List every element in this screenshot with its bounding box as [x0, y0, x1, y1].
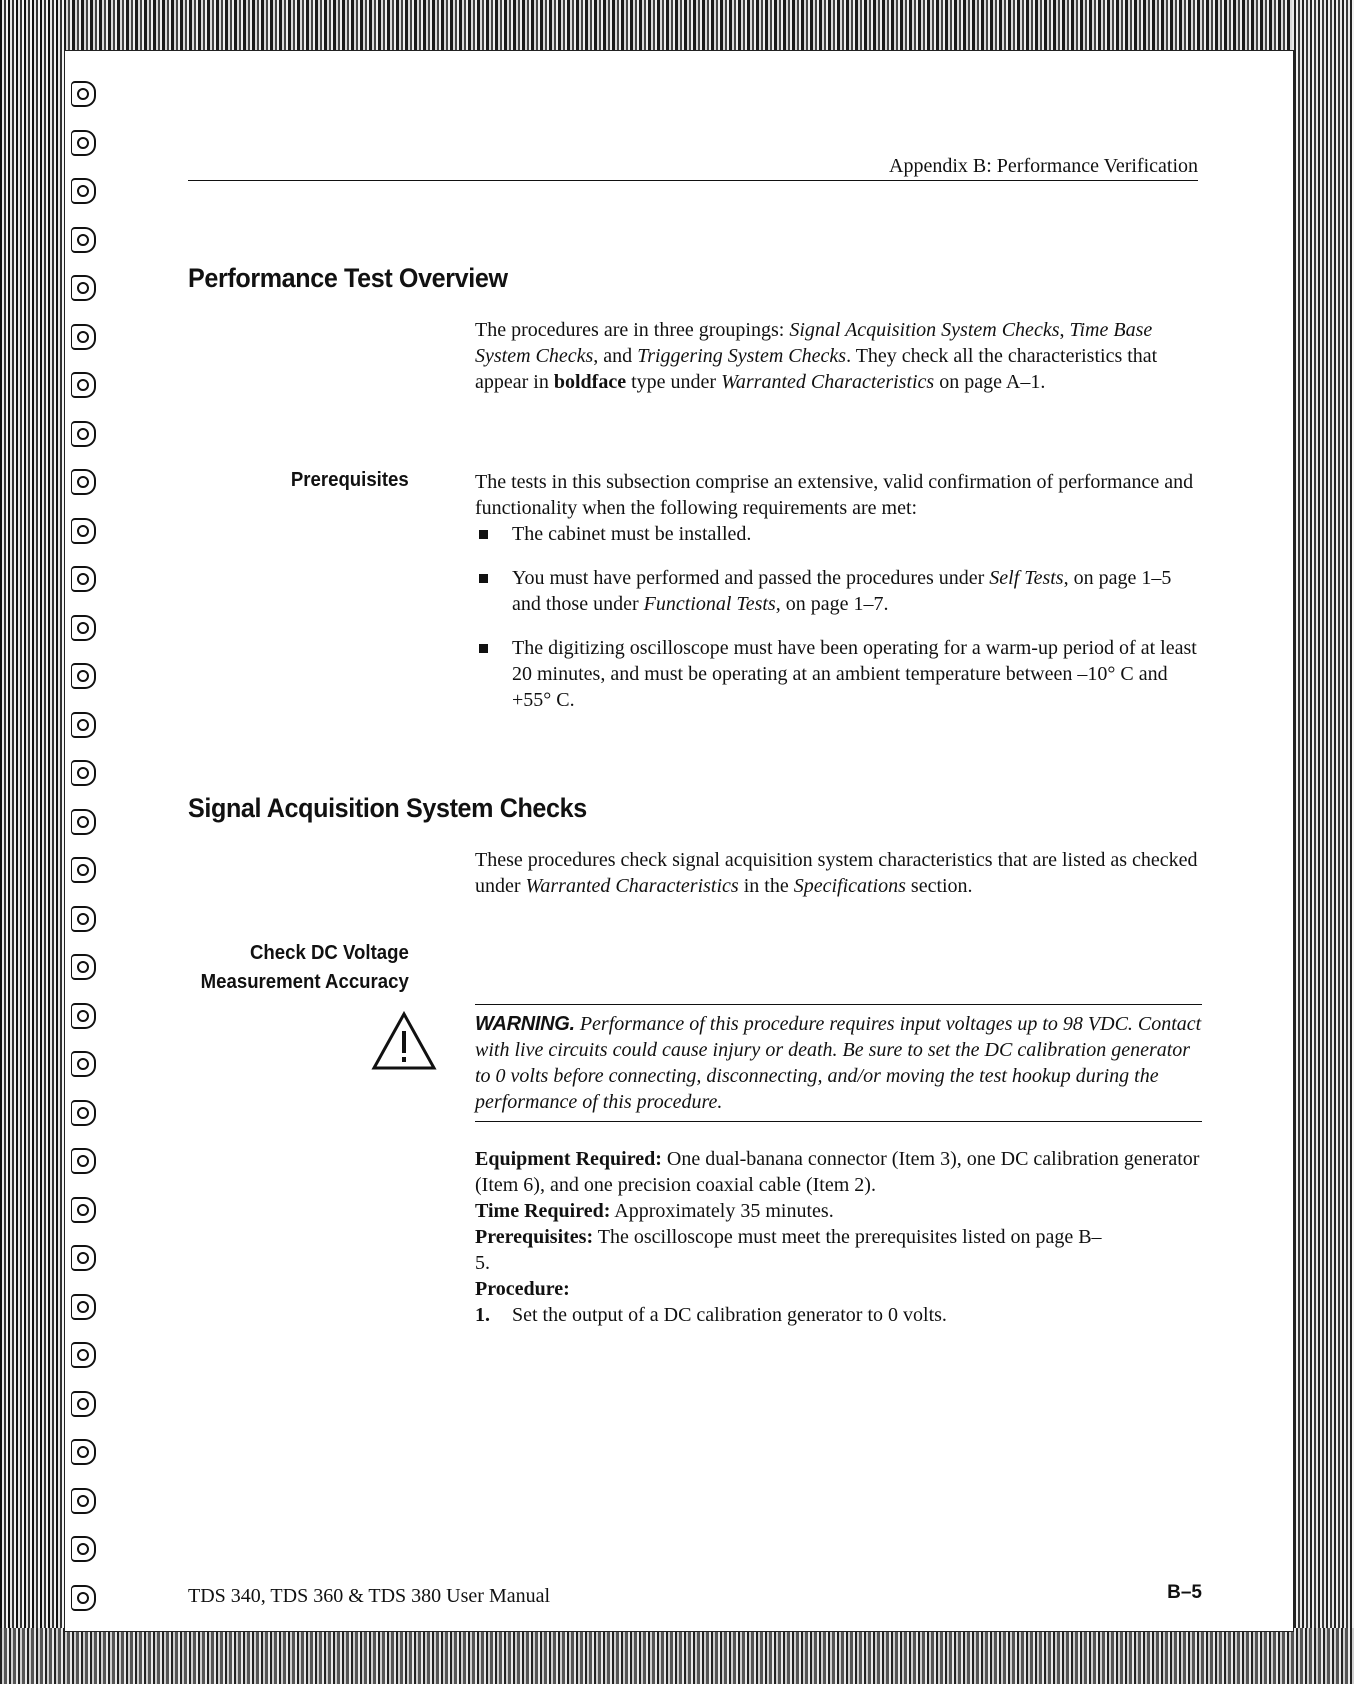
dc-check-label-line1: Check DC Voltage [250, 942, 409, 964]
binding-ring [71, 130, 96, 156]
binding-ring [71, 566, 96, 592]
binding-ring [71, 1100, 96, 1126]
signal-intro-text-run: section. [905, 875, 973, 897]
step-number: 1. [475, 1304, 490, 1326]
binding-ring [71, 1051, 96, 1077]
equipment-text: One dual-banana connector (Item 3), one DC calibration generator (Item 6), and one precision coaxial cable (Item 2). [475, 1148, 1200, 1196]
signal-intro [475, 847, 1202, 899]
prerequisite-item [475, 565, 1202, 617]
overview-intro-text-run: boldface [553, 371, 627, 393]
prerequisite-item [475, 521, 1202, 547]
dc-prerequisites [475, 1224, 1115, 1276]
equipment-required [475, 1146, 1202, 1198]
overview-intro-text-run: on page A–1. [934, 371, 1046, 393]
prerequisites-list [475, 521, 1202, 713]
binding-ring [71, 1342, 96, 1368]
binding-ring [71, 663, 96, 689]
binding-ring [71, 954, 96, 980]
binding-ring [71, 1197, 96, 1223]
overview-intro-text-run: . They check all the characteristics that appear in [475, 345, 1158, 393]
signal-intro-text-run: Specifications [793, 875, 906, 897]
overview-intro-text-run: The procedures are in three groupings: [475, 319, 790, 341]
dc-prereq-label: Prerequisites: [475, 1226, 594, 1248]
warning-box [475, 1004, 1202, 1122]
spiral-binding [65, 71, 99, 1611]
overview-heading: Performance Test Overview [188, 263, 508, 293]
document-page [64, 50, 1294, 1632]
overview-intro-text-run: type under [626, 371, 722, 393]
binding-ring [71, 421, 96, 447]
scan-border-left [0, 0, 64, 1684]
binding-ring [71, 1391, 96, 1417]
binding-ring [71, 518, 96, 544]
prerequisites-label: Prerequisites [291, 469, 409, 491]
dc-check-label [201, 939, 409, 997]
binding-ring [71, 1148, 96, 1174]
overview-intro-text-run: Time Base System Checks [475, 319, 1153, 367]
overview-intro-text [475, 317, 1202, 395]
binding-ring [71, 1003, 96, 1029]
prerequisite-item-run: , on page 1–7. [775, 593, 889, 615]
procedure-step [475, 1302, 1202, 1328]
dc-prereq-text: The oscilloscope must meet the prerequisites listed on page B–5. [475, 1226, 1102, 1274]
prerequisite-item-run: , on page 1–5 and those under [512, 567, 1172, 615]
overview-intro-text-run: Warranted Characteristics [721, 371, 935, 393]
binding-ring [71, 1585, 96, 1611]
prerequisite-item-run: Functional Tests [643, 593, 776, 615]
step-text: Set the output of a DC calibration generator to 0 volts. [512, 1304, 947, 1326]
binding-ring [71, 372, 96, 398]
overview-intro-text-run: Signal Acquisition System Checks [789, 319, 1060, 341]
warning-label: WARNING. [475, 1013, 575, 1035]
binding-ring [71, 906, 96, 932]
footer-page-number: B–5 [1167, 1582, 1202, 1603]
binding-ring [71, 1536, 96, 1562]
prerequisite-item-run: Self Tests [989, 567, 1064, 589]
binding-ring [71, 809, 96, 835]
prerequisites-body [475, 469, 1202, 731]
time-required [475, 1198, 1202, 1224]
footer-manual-title: TDS 340, TDS 360 & TDS 380 User Manual [188, 1585, 551, 1607]
time-label: Time Required: [475, 1200, 611, 1222]
binding-ring [71, 275, 96, 301]
overview-intro [475, 317, 1202, 395]
prerequisites-intro: The tests in this subsection comprise an extensive, valid confirmation of performance and functionality when the following requirements are met: [475, 471, 1194, 519]
binding-ring [71, 1294, 96, 1320]
signal-intro-text [475, 847, 1202, 899]
binding-ring [71, 712, 96, 738]
signal-intro-text-run: in the [738, 875, 794, 897]
signal-heading: Signal Acquisition System Checks [188, 793, 587, 823]
binding-ring [71, 1245, 96, 1271]
binding-ring [71, 857, 96, 883]
binding-ring [71, 178, 96, 204]
binding-ring [71, 227, 96, 253]
overview-intro-text-run: , and [593, 345, 638, 367]
overview-intro-text-run: , [1059, 319, 1070, 341]
overview-intro-text-run: Triggering System Checks [637, 345, 847, 367]
signal-intro-text-run: Warranted Characteristics [525, 875, 739, 897]
warning-triangle-icon [371, 1011, 437, 1071]
scan-border-right [1292, 0, 1354, 1684]
binding-ring [71, 324, 96, 350]
scan-border-bottom [0, 1628, 1354, 1684]
binding-ring [71, 615, 96, 641]
binding-ring [71, 760, 96, 786]
binding-ring [71, 1439, 96, 1465]
page-header: Appendix B: Performance Verification [188, 155, 1198, 181]
prerequisite-item [475, 635, 1202, 713]
binding-ring [71, 469, 96, 495]
prerequisite-item-run: The digitizing oscilloscope must have been operating for a warm-up period of at least 20 minutes, and must be operating at an ambient temperature between –10° C and +55° C. [512, 637, 1197, 711]
signal-intro-text-run: These procedures check signal acquisition system characteristics that are listed as checked under [475, 849, 1198, 897]
procedure-label: Procedure: [475, 1278, 570, 1300]
warning-text: Performance of this procedure requires input voltages up to 98 VDC. Contact with live circuits could cause injury or death. Be sure to set the DC calibration generator to 0 volts before connecting, disconnecting, and/or moving the test hookup during the performance of this procedure. [475, 1013, 1202, 1113]
binding-ring [71, 1488, 96, 1514]
dc-check-label-line2: Measurement Accuracy [200, 971, 409, 993]
dc-check-body [475, 1146, 1202, 1328]
time-text: Approximately 35 minutes. [614, 1200, 834, 1222]
binding-ring [71, 81, 96, 107]
equipment-label: Equipment Required: [475, 1148, 662, 1170]
prerequisite-item-run: You must have performed and passed the procedures under [512, 567, 990, 589]
prerequisite-item-run: The cabinet must be installed. [512, 523, 752, 545]
